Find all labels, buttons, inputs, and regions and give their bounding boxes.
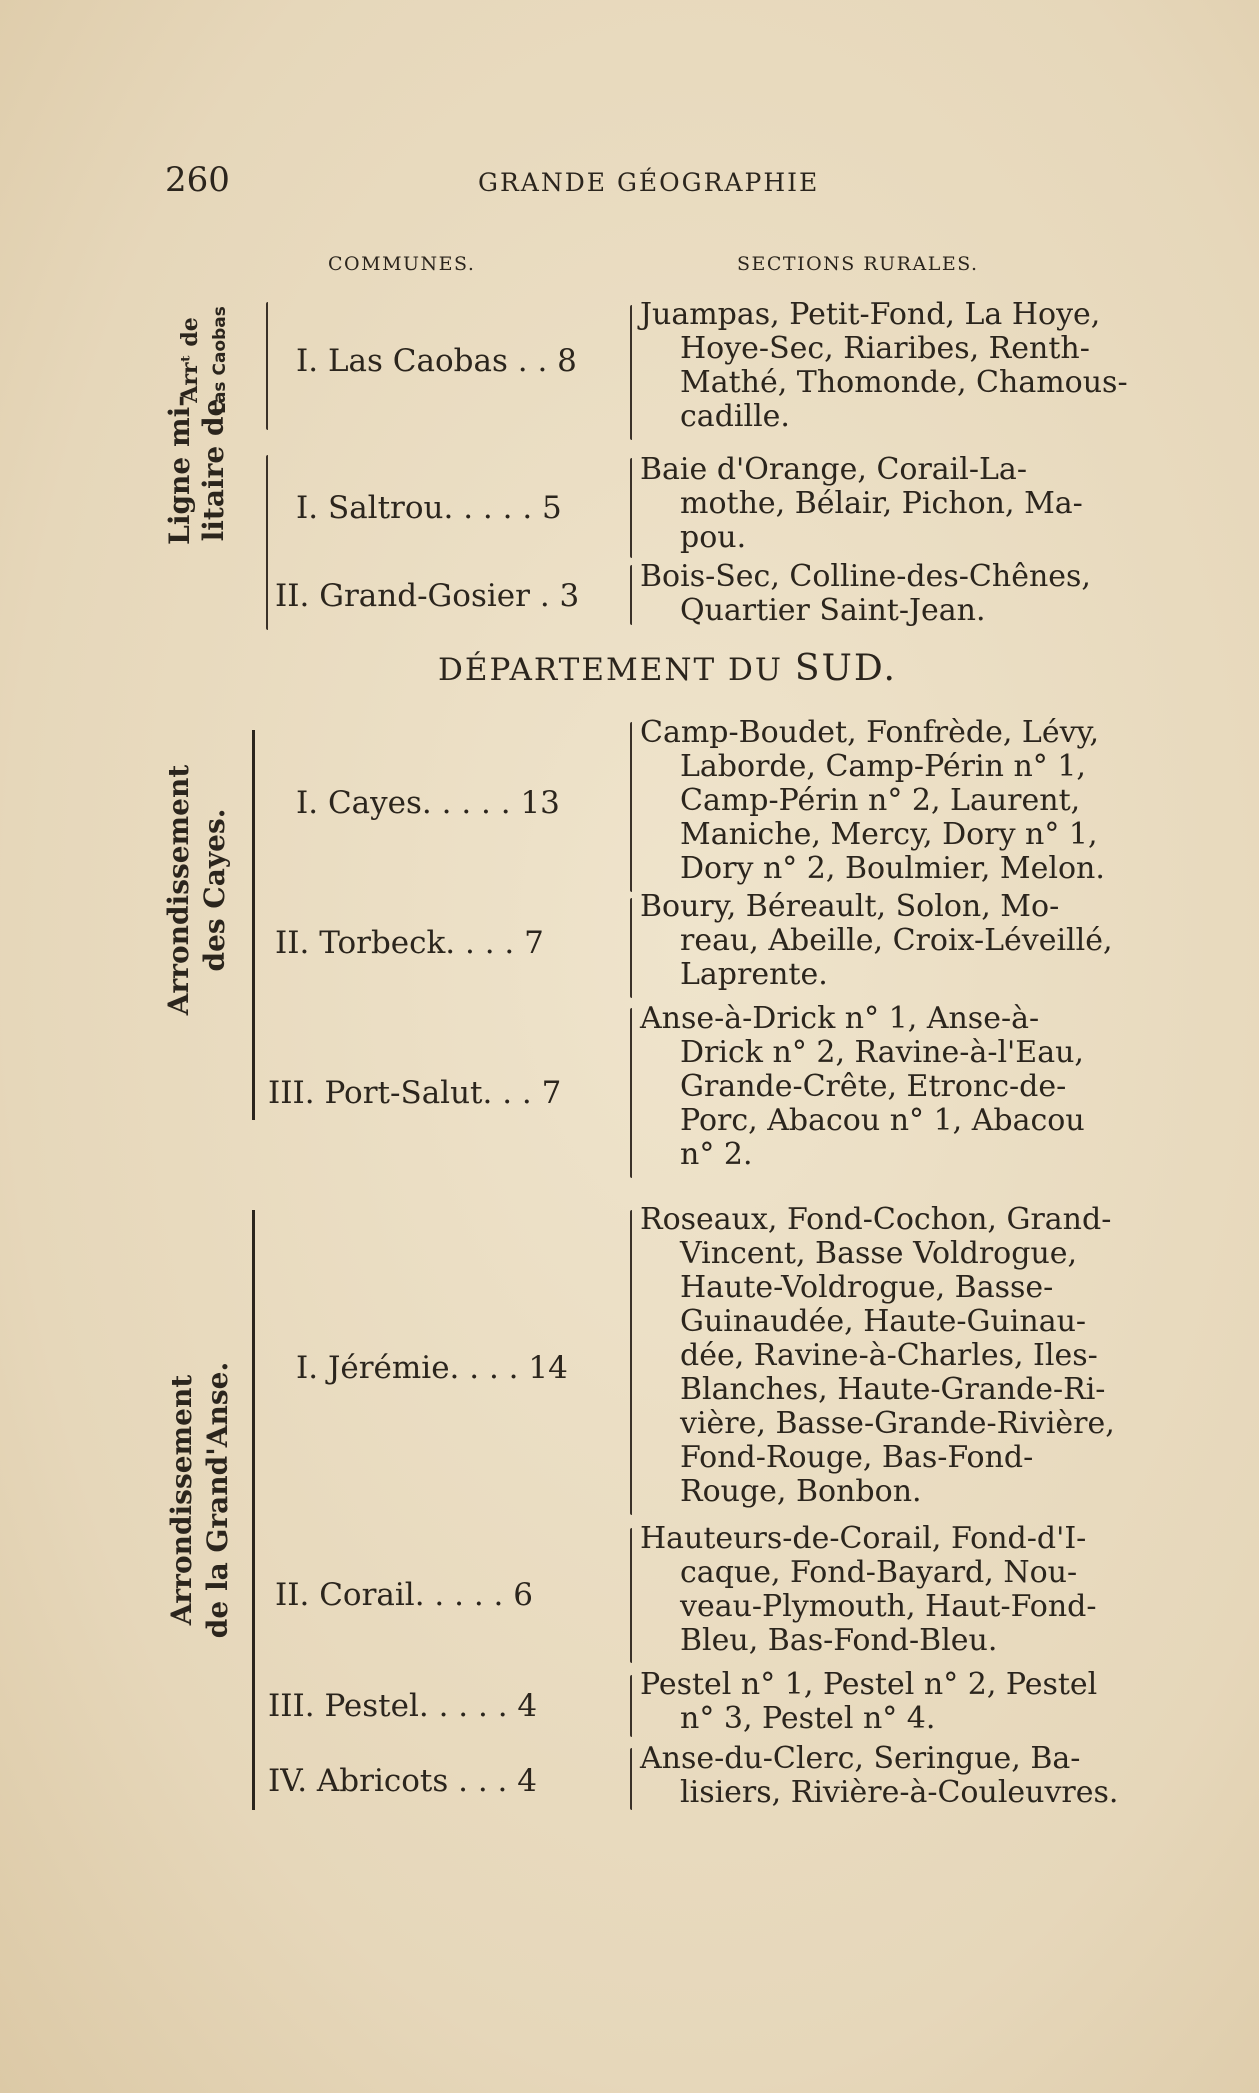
sections-jeremie: Roseaux, Fond-Cochon, Grand- Vincent, Basse Voldrogue, Haute-Voldrogue, Basse- Guinaudée, Haute-Guinau- dée, Ravine-à-Charles, Iles- Blanches, Haute-Grande-Ri- vière, Basse-Grande-Rivière, Fond-Rouge, Bas-Fond- Rouge, Bonbon. (640, 1202, 1115, 1509)
label-arrondissement-cayes: Arrondissement des Cayes. (162, 764, 231, 1016)
brace-corail-sections (630, 1528, 632, 1663)
commune-pestel: III. Pestel. . . . . 4 (268, 1688, 538, 1724)
sections-cayes: Camp-Boudet, Fonfrède, Lévy, Laborde, Camp-Périn n° 1, Camp-Périn n° 2, Laurent, Maniche, Mercy, Dory n° 1, Dory n° 2, Boulmier, Melon. (640, 715, 1105, 886)
brace-port-salut-sections (630, 1008, 632, 1178)
running-title: GRANDE GÉOGRAPHIE (478, 168, 820, 197)
label-arr-las-caobas: Arrᵗ de Las Caobas (177, 306, 230, 414)
commune-las-caobas: I. Las Caobas . . 8 (296, 343, 577, 379)
sections-grand-gosier: Bois-Sec, Colline-des-Chênes, Quartier Saint-Jean. (640, 559, 1091, 628)
brace-caobas-sections (630, 305, 632, 440)
rule-cayes (252, 730, 255, 1120)
commune-abricots: IV. Abricots . . . 4 (268, 1763, 537, 1799)
sections-torbeck: Boury, Béreault, Solon, Mo- reau, Abeille, Croix-Léveillé, Laprente. (640, 889, 1113, 992)
commune-jeremie: I. Jérémie. . . . 14 (296, 1350, 568, 1386)
label-arrondissement-grand-anse: Arrondissement de la Grand'Anse. (165, 1361, 234, 1639)
brace-cayes-sections (630, 722, 632, 892)
rule-grand-anse (252, 1210, 255, 1810)
commune-cayes: I. Cayes. . . . . 13 (296, 785, 560, 821)
commune-port-salut: III. Port-Salut. . . 7 (268, 1075, 562, 1111)
column-heading-communes: COMMUNES. (328, 253, 476, 275)
page-number: 260 (165, 160, 230, 200)
commune-saltrou: I. Saltrou. . . . . 5 (296, 490, 562, 526)
brace-caobas-group (266, 302, 268, 430)
sections-saltrou: Baie d'Orange, Corail-La- mothe, Bélair, Pichon, Ma- pou. (640, 452, 1083, 555)
brace-grand-gosier-sections (630, 565, 632, 625)
brace-saltrou-sections (630, 458, 632, 558)
brace-ligne-group (266, 455, 268, 630)
brace-pestel-sections (630, 1675, 632, 1737)
sections-corail: Hauteurs-de-Corail, Fond-d'I- caque, Fond-Bayard, Nou- veau-Plymouth, Haut-Fond- Bleu, Bas-Fond-Bleu. (640, 1521, 1097, 1658)
sections-port-salut: Anse-à-Drick n° 1, Anse-à- Drick n° 2, Ravine-à-l'Eau, Grande-Crête, Etronc-de- Porc, Abacou n° 1, Abacou n° 2. (640, 1001, 1085, 1172)
commune-grand-gosier: II. Grand-Gosier . 3 (275, 578, 580, 614)
commune-torbeck: II. Torbeck. . . . 7 (275, 925, 544, 961)
sections-las-caobas: Juampas, Petit-Fond, La Hoye, Hoye-Sec, Riaribes, Renth- Mathé, Thomonde, Chamous- cadille. (640, 297, 1128, 434)
label-ligne-militaire: Ligne mi- litaire de (163, 395, 230, 545)
brace-jeremie-sections (630, 1210, 632, 1515)
column-heading-sections: SECTIONS RURALES. (737, 253, 979, 275)
brace-abricots-sections (630, 1748, 632, 1810)
commune-corail: II. Corail. . . . . 6 (275, 1577, 533, 1613)
sections-pestel: Pestel n° 1, Pestel n° 2, Pestel n° 3, Pestel n° 4. (640, 1667, 1098, 1736)
brace-torbeck-sections (630, 898, 632, 998)
department-heading: DÉPARTEMENT DU SUD. (438, 648, 897, 689)
sections-abricots: Anse-du-Clerc, Seringue, Ba- lisiers, Rivière-à-Couleuvres. (640, 1741, 1119, 1810)
